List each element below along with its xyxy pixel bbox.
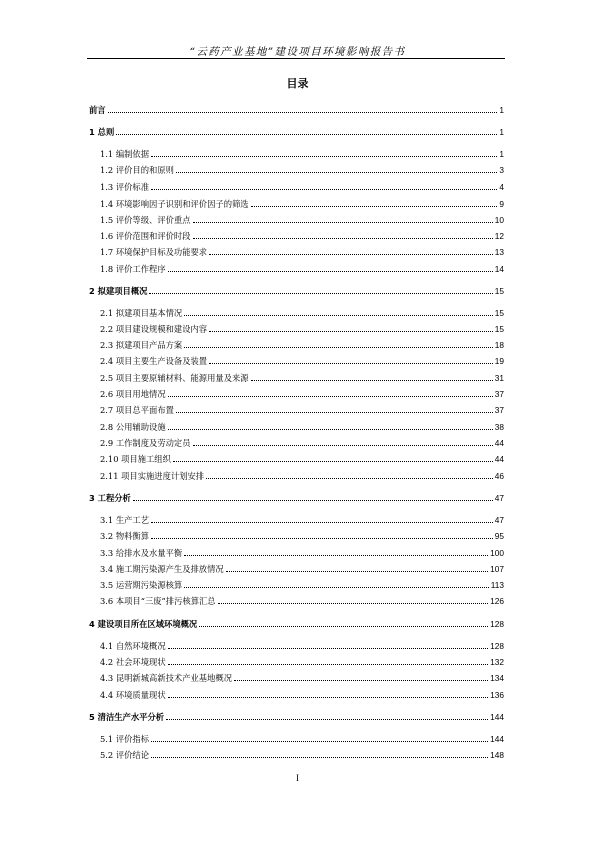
dot-leader — [184, 555, 488, 556]
toc-section-entry[interactable] — [100, 546, 504, 558]
toc-entry-label: 4.1 自然环境概况 — [100, 641, 166, 651]
toc-entry-label: 2.11 项目实施进度计划安排 — [100, 471, 205, 481]
dot-leader — [206, 478, 493, 479]
toc-entry-label: 1.8 评价工作程序 — [100, 264, 166, 274]
dot-leader — [234, 680, 488, 681]
toc-entry-label: 2.10 项目施工组织 — [100, 454, 171, 464]
dot-leader — [168, 664, 489, 665]
toc-entry-label: 2.1 拟建项目基本情况 — [100, 308, 183, 318]
dot-leader — [184, 315, 493, 316]
dot-leader — [209, 331, 493, 332]
toc-entry-page: 18 — [494, 340, 504, 350]
toc-section-entry[interactable] — [100, 436, 504, 448]
toc-entry-page: 12 — [494, 231, 504, 241]
dot-leader — [168, 396, 493, 397]
dot-leader — [151, 538, 493, 539]
toc-section-entry[interactable] — [100, 371, 504, 383]
toc-section-entry[interactable] — [100, 732, 504, 744]
dot-leader — [209, 363, 493, 364]
toc-entry-page: 126 — [490, 596, 504, 606]
toc-entry-page: 95 — [494, 531, 504, 541]
toc-title: 目录 — [286, 77, 309, 90]
toc-entry-page: 1 — [499, 149, 504, 159]
toc-entry-label: 3.4 施工期污染源产生及排放情况 — [100, 564, 224, 574]
toc-entry-label: 2.8 公用辅助设施 — [100, 422, 166, 432]
toc-section-entry[interactable] — [100, 578, 504, 590]
dot-leader — [218, 603, 489, 604]
dot-leader — [168, 697, 489, 698]
toc-chapter-entry[interactable] — [89, 710, 504, 722]
toc-entry-page: 47 — [494, 493, 504, 503]
toc-entry-label: 1.5 评价等级、评价重点 — [100, 215, 191, 225]
toc-entry-page: 15 — [494, 308, 504, 318]
toc-entry-page: 148 — [490, 750, 504, 760]
dot-leader — [168, 271, 493, 272]
toc-entry-label: 2.6 项目用地情况 — [100, 389, 166, 399]
toc-entry-label: 1.4 环境影响因子识别和评价因子的筛选 — [100, 199, 249, 209]
dot-leader — [149, 293, 492, 294]
toc-entry-label: 5.2 评价结论 — [100, 750, 150, 760]
dot-leader — [176, 412, 493, 413]
toc-entry-page: 113 — [490, 580, 504, 590]
toc-entry-page: 46 — [494, 471, 504, 481]
toc-entry-page: 15 — [494, 286, 504, 296]
toc-entry-label: 2.2 项目建设规模和建设内容 — [100, 324, 208, 334]
toc-chapter-entry[interactable] — [89, 125, 504, 137]
toc-entry-page: 10 — [494, 215, 504, 225]
dot-leader — [133, 500, 493, 501]
dot-leader — [168, 429, 493, 430]
toc-entry-label: 3.6 本项目“三废”排污核算汇总 — [100, 596, 216, 606]
toc-entry-label: 2.5 项目主要原辅材料、能源用量及来源 — [100, 373, 249, 383]
dot-leader — [226, 571, 488, 572]
toc-section-entry[interactable] — [100, 562, 504, 574]
dot-leader — [151, 522, 493, 523]
toc-entry-label: 1.1 编制依据 — [100, 149, 150, 159]
dot-leader — [173, 461, 493, 462]
dot-leader — [251, 380, 493, 381]
toc-entry-page: 37 — [494, 389, 504, 399]
toc-section-entry[interactable] — [100, 403, 504, 415]
dot-leader — [184, 587, 489, 588]
dot-leader — [184, 347, 493, 348]
dot-leader — [166, 719, 488, 720]
toc-entry-page: 31 — [494, 373, 504, 383]
toc-section-entry[interactable] — [100, 354, 504, 366]
dot-leader — [151, 757, 488, 758]
toc-entry-page: 132 — [490, 657, 504, 667]
toc-section-entry[interactable] — [100, 748, 504, 760]
dot-leader — [209, 254, 493, 255]
toc-section-entry[interactable] — [100, 306, 504, 318]
toc-entry-page: 144 — [490, 734, 504, 744]
toc-section-entry[interactable] — [100, 688, 504, 700]
toc-section-entry[interactable] — [100, 529, 504, 541]
toc-entry-page: 44 — [494, 438, 504, 448]
toc-section-entry[interactable] — [100, 213, 504, 225]
toc-chapter-entry[interactable] — [89, 491, 504, 503]
toc-entry-page: 134 — [490, 673, 504, 683]
toc-entry-label: 5.1 评价指标 — [100, 734, 150, 744]
dot-leader — [151, 741, 488, 742]
toc-section-entry[interactable] — [100, 245, 504, 257]
toc-entry-page: 1 — [499, 127, 504, 137]
toc-chapter-entry[interactable] — [89, 284, 504, 296]
dot-leader — [176, 172, 497, 173]
toc-section-entry[interactable] — [100, 655, 504, 667]
toc-entry-page: 44 — [494, 454, 504, 464]
toc-entry-page: 19 — [494, 356, 504, 366]
running-header: “云药产业基地”建设项目环境影响报告书 — [189, 46, 406, 58]
toc-entry-label: 3 工程分析 — [89, 493, 131, 503]
dot-leader — [193, 238, 493, 239]
toc-entry-page: 47 — [494, 515, 504, 525]
dot-leader — [193, 222, 493, 223]
toc-section-entry[interactable] — [100, 420, 504, 432]
toc-entry-page: 128 — [490, 641, 504, 651]
toc-section-entry[interactable] — [100, 180, 504, 192]
toc-section-entry[interactable] — [100, 322, 504, 334]
toc-entry-label: 前言 — [89, 105, 106, 115]
toc-entry-page: 1 — [499, 105, 504, 115]
toc-entry-page: 100 — [490, 548, 504, 558]
toc-entry-page: 37 — [494, 405, 504, 415]
toc-entry-label: 2.9 工作制度及劳动定员 — [100, 438, 191, 448]
toc-entry-page: 3 — [499, 165, 504, 175]
toc-entry-page: 9 — [499, 199, 504, 209]
toc-section-entry[interactable] — [100, 513, 504, 525]
toc-section-entry[interactable] — [100, 197, 504, 209]
toc-chapter-entry[interactable] — [89, 617, 504, 629]
toc-section-entry[interactable] — [100, 387, 504, 399]
toc-entry-label: 1.3 评价标准 — [100, 182, 150, 192]
toc-entry-label: 1.2 评价目的和原则 — [100, 165, 174, 175]
toc-section-entry[interactable] — [100, 452, 504, 464]
toc-entry-page: 15 — [494, 324, 504, 334]
toc-entry-label: 3.3 给排水及水量平衡 — [100, 548, 183, 558]
toc-chapter-entry[interactable] — [89, 103, 504, 115]
dot-leader — [251, 206, 498, 207]
toc-entry-page: 107 — [490, 564, 504, 574]
toc-section-entry[interactable] — [100, 147, 504, 159]
header-rule — [87, 58, 505, 59]
page-number: I — [296, 773, 299, 783]
toc-entry-page: 128 — [490, 619, 504, 629]
dot-leader — [193, 445, 493, 446]
toc-entry-page: 144 — [490, 712, 504, 722]
toc-entry-page: 4 — [499, 182, 504, 192]
toc-section-entry[interactable] — [100, 262, 504, 274]
toc-section-entry[interactable] — [100, 469, 504, 481]
dot-leader — [116, 134, 497, 135]
toc-section-entry[interactable] — [100, 671, 504, 683]
toc-entry-label: 5 清洁生产水平分析 — [89, 712, 165, 722]
toc-section-entry[interactable] — [100, 639, 504, 651]
toc-section-entry[interactable] — [100, 338, 504, 350]
toc-section-entry[interactable] — [100, 229, 504, 241]
toc-entry-label: 2.4 项目主要生产设备及装置 — [100, 356, 208, 366]
toc-entry-label: 3.2 物料衡算 — [100, 531, 150, 541]
toc-entry-label: 3.5 运营期污染源核算 — [100, 580, 183, 590]
toc-section-entry[interactable] — [100, 594, 504, 606]
toc-entry-page: 136 — [490, 690, 504, 700]
dot-leader — [168, 648, 489, 649]
toc-entry-label: 2.3 拟建项目产品方案 — [100, 340, 183, 350]
toc-entry-page: 14 — [494, 264, 504, 274]
toc-entry-label: 1.6 评价范围和评价时段 — [100, 231, 191, 241]
toc-entry-label: 2 拟建项目概况 — [89, 286, 148, 296]
dot-leader — [151, 189, 497, 190]
toc-entry-label: 1 总则 — [89, 127, 115, 137]
toc-entry-label: 4.2 社会环境现状 — [100, 657, 166, 667]
toc-entry-label: 4.4 环境质量现状 — [100, 690, 166, 700]
dot-leader — [199, 626, 488, 627]
toc-entry-label: 4.3 昆明新城高新技术产业基地概况 — [100, 673, 232, 683]
toc-entry-label: 2.7 项目总平面布置 — [100, 405, 174, 415]
dot-leader — [108, 112, 498, 113]
toc-entry-label: 4 建设项目所在区域环境概况 — [89, 619, 198, 629]
dot-leader — [151, 156, 497, 157]
toc-entry-page: 38 — [494, 422, 504, 432]
toc-entry-label: 1.7 环境保护目标及功能要求 — [100, 247, 208, 257]
toc-section-entry[interactable] — [100, 163, 504, 175]
toc-entry-label: 3.1 生产工艺 — [100, 515, 150, 525]
toc-entry-page: 13 — [494, 247, 504, 257]
